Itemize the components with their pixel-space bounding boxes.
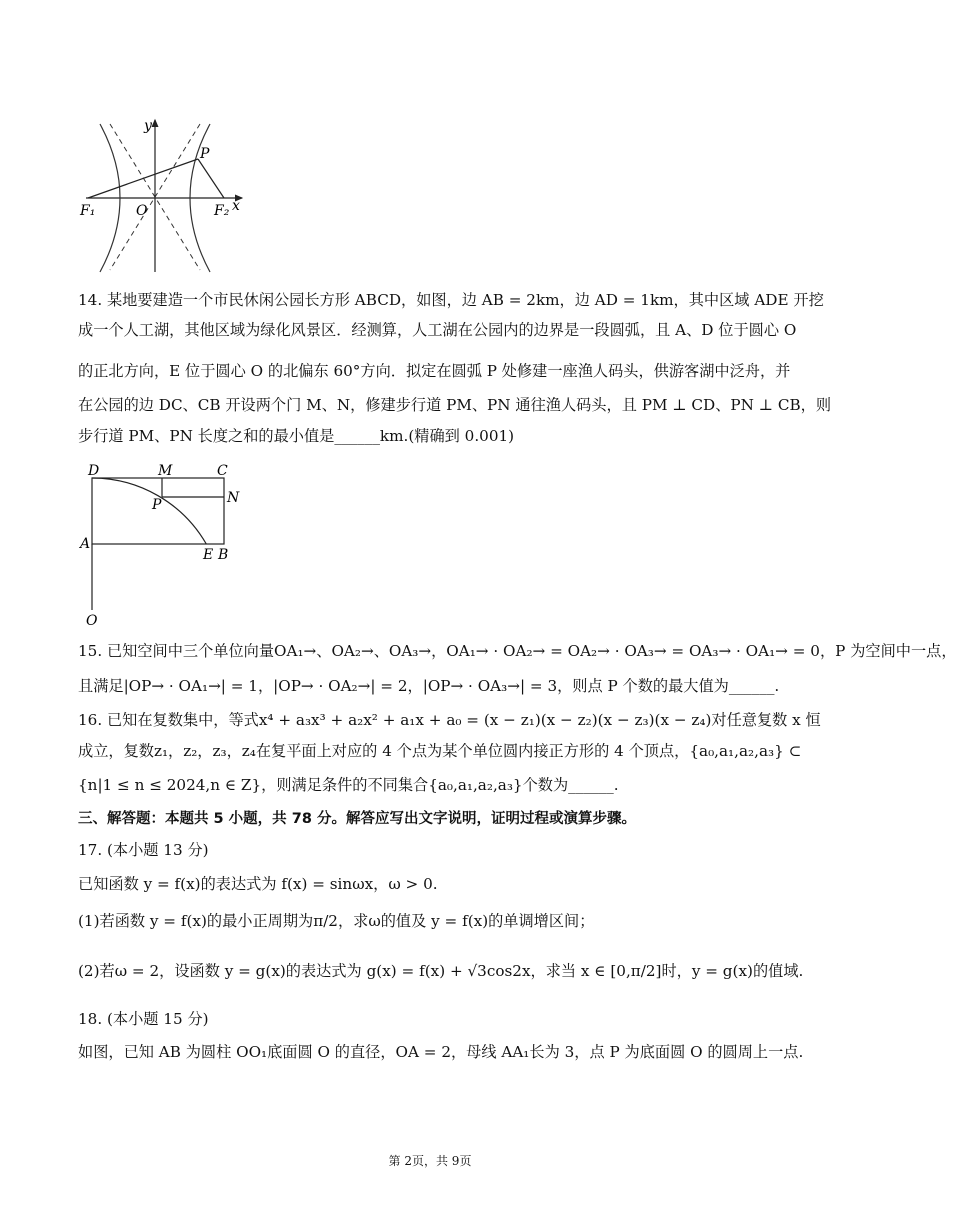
label-x: x — [232, 198, 240, 214]
problem-16-line-2: 成立，复数z₁，z₂，z₃，z₄在复平面上对应的 4 个点为某个单位圆内接正方形的 4 个顶点，{a₀,a₁,a₂,a₃} ⊂ — [78, 742, 802, 760]
hyperbola-figure — [78, 112, 258, 277]
label-f1: F₁ — [80, 203, 96, 219]
page-footer: 第 2页，共 9页 — [388, 1154, 472, 1168]
problem-15-line-1: 15. 已知空间中三个单位向量OA₁→、OA₂→、OA₃→，OA₁→ · OA₂→ = OA₂→ · OA₃→ = OA₃→ · OA₁→ = 0，P 为空间中一点， — [78, 642, 957, 660]
section-heading: 三、解答题：本题共 5 小题，共 78 分。解答应写出文字说明，证明过程或演算步骤。 — [78, 811, 636, 827]
problem-18-heading: 18. (本小题 15 分) — [78, 1010, 209, 1028]
label-b: B — [218, 547, 229, 563]
problem-14-line-5: 步行道 PM、PN 长度之和的最小值是______km.(精确到 0.001) — [78, 427, 515, 445]
label-c: C — [217, 463, 228, 479]
problem-15-line-2: 且满足|OP→ · OA₁→| = 1，|OP→ · OA₂→| = 2，|OP→ · OA₃→| = 3，则点 P 个数的最大值为______. — [78, 677, 780, 695]
segment-p-f2 — [198, 159, 224, 198]
label-o: O — [136, 203, 148, 219]
label-a: A — [80, 536, 91, 552]
label-p: P — [200, 146, 210, 162]
problem-14-line-2: 成一个人工湖，其他区域为绿化风景区．经测算，人工湖在公园内的边界是一段圆弧，且 A、D 位于圆心 O — [78, 321, 797, 339]
arc-d-e — [92, 478, 206, 544]
problem-14-line-3: 的正北方向，E 位于圆心 O 的北偏东 60°方向．拟定在圆弧 P 处修建一座渔人码头，供游客湖中泛舟，并 — [78, 362, 791, 380]
label-m: M — [158, 463, 173, 479]
label-o: O — [86, 613, 98, 629]
problem-17-part-1: (1)若函数 y = f(x)的最小正周期为π/2，求ω的值及 y = f(x)的单调增区间； — [78, 912, 595, 930]
segment-f1-p — [88, 159, 198, 198]
label-p: P — [152, 497, 162, 513]
problem-17-heading: 17. (本小题 13 分) — [78, 841, 209, 859]
problem-16-line-1: 16. 已知在复数集中，等式x⁴ + a₃x³ + a₂x² + a₁x + a₀ = (x − z₁)(x − z₂)(x − z₃)(x − z₄)对任意复数 x 恒 — [78, 711, 821, 729]
park-figure — [78, 458, 258, 630]
label-n: N — [227, 490, 240, 506]
label-y: y — [144, 118, 152, 134]
label-d: D — [88, 463, 100, 479]
problem-17-part-2: (2)若ω = 2，设函数 y = g(x)的表达式为 g(x) = f(x) + √3cos2x，求当 x ∈ [0,π/2]时，y = g(x)的值域. — [78, 962, 804, 980]
problem-18-line-1: 如图，已知 AB 为圆柱 OO₁底面圆 O 的直径，OA = 2，母线 AA₁长为 3，点 P 为底面圆 O 的圆周上一点. — [78, 1043, 804, 1061]
problem-14-line-4: 在公园的边 DC、CB 开设两个门 M、N，修建步行道 PM、PN 通往渔人码头，且 PM ⊥ CD、PN ⊥ CB，则 — [78, 396, 832, 414]
problem-14-line-1: 14. 某地要建造一个市民休闲公园长方形 ABCD，如图，边 AB = 2km，边 AD = 1km，其中区域 ADE 开挖 — [78, 291, 824, 309]
label-f2: F₂ — [214, 203, 230, 219]
label-e: E — [203, 547, 214, 563]
problem-16-line-3: {n|1 ≤ n ≤ 2024,n ∈ Z}，则满足条件的不同集合{a₀,a₁,a₂,a₃}个数为______. — [78, 776, 619, 794]
problem-17-line-1: 已知函数 y = f(x)的表达式为 f(x) = sinωx，ω > 0. — [78, 875, 438, 893]
